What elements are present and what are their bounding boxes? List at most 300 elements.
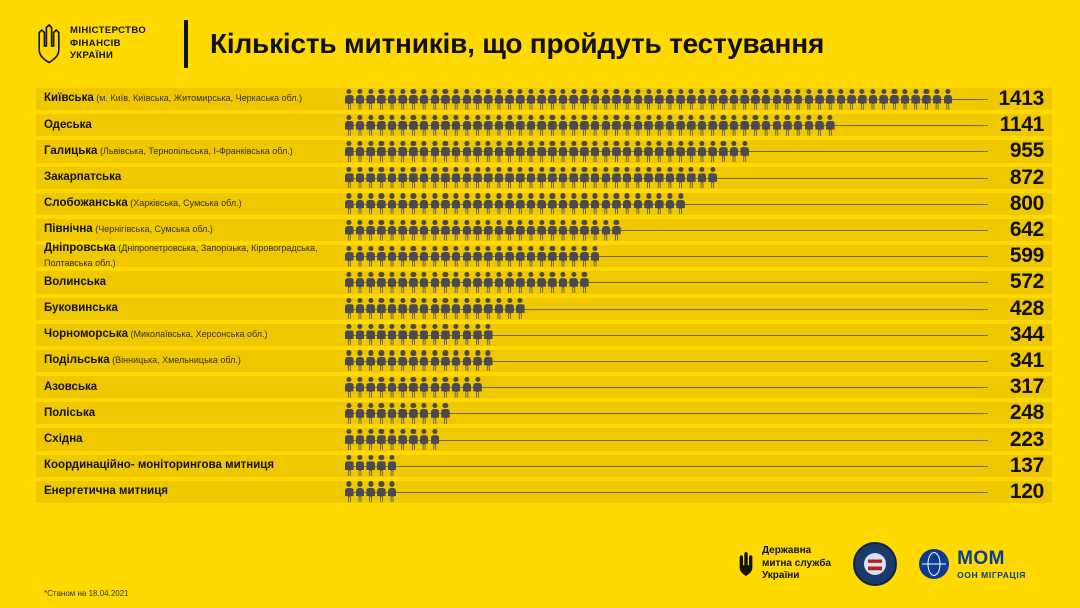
person-icon — [398, 246, 407, 267]
person-icon — [623, 89, 632, 110]
person-icon — [569, 89, 578, 110]
row-label — [0, 145, 345, 158]
chart-row — [0, 400, 1080, 426]
person-icon — [484, 115, 493, 136]
person-icon — [441, 324, 450, 345]
person-icon — [356, 115, 365, 136]
row-label-name: Київська — [44, 92, 94, 105]
row-value: 800 — [1009, 191, 1044, 215]
person-icon — [537, 193, 546, 214]
row-bar-area — [345, 269, 988, 295]
person-icon — [345, 481, 354, 502]
person-icon — [644, 89, 653, 110]
person-icon — [559, 141, 568, 162]
person-icon — [484, 324, 493, 345]
person-icon — [484, 350, 493, 371]
chart-row — [0, 138, 1080, 164]
row-value: 572 — [1009, 270, 1044, 294]
row-label-subtitle: (Чернігівська, Сумська обл.) — [92, 224, 213, 235]
chart-row — [0, 191, 1080, 217]
row-pictogram-icons — [345, 479, 398, 505]
person-icon — [398, 115, 407, 136]
customs-line-2: митна служба — [761, 557, 832, 569]
person-icon — [473, 272, 482, 293]
person-icon — [655, 141, 664, 162]
person-icon — [751, 115, 760, 136]
row-value: 120 — [1009, 479, 1044, 503]
person-icon — [463, 272, 472, 293]
person-icon — [366, 246, 375, 267]
person-icon — [516, 141, 525, 162]
person-icon — [463, 115, 472, 136]
row-label-subtitle: (м. Київ, Київська, Житомирська, Черкаська обл.) — [93, 93, 303, 104]
person-icon — [366, 193, 375, 214]
customs-line-1: Державна — [761, 545, 812, 557]
chart-row — [0, 322, 1080, 348]
person-icon — [345, 89, 354, 110]
person-icon — [420, 167, 429, 188]
person-icon — [431, 324, 440, 345]
row-label — [0, 407, 345, 420]
person-icon — [602, 167, 611, 188]
iom-subtitle: ООН МІГРАЦІЯ — [957, 569, 1026, 580]
person-icon — [655, 89, 664, 110]
row-label — [0, 381, 345, 394]
customs-service-name — [762, 545, 831, 583]
person-icon — [409, 246, 418, 267]
person-icon — [826, 89, 835, 110]
chart-row — [0, 426, 1080, 452]
chart-row — [0, 453, 1080, 479]
person-icon — [484, 298, 493, 319]
person-icon — [345, 403, 354, 424]
person-icon — [634, 167, 643, 188]
person-icon — [473, 350, 482, 371]
person-icon — [377, 115, 386, 136]
person-icon — [944, 89, 953, 110]
person-icon — [687, 115, 696, 136]
row-value: 955 — [1009, 139, 1044, 163]
person-icon — [409, 377, 418, 398]
person-icon — [708, 115, 717, 136]
person-icon — [484, 89, 493, 110]
person-icon — [463, 324, 472, 345]
row-label — [0, 119, 345, 132]
person-icon — [377, 377, 386, 398]
person-icon — [388, 350, 397, 371]
row-pictogram-icons — [345, 138, 751, 164]
person-icon — [420, 298, 429, 319]
person-icon — [580, 246, 589, 267]
person-icon — [719, 115, 728, 136]
person-icon — [366, 167, 375, 188]
person-icon — [345, 377, 354, 398]
person-icon — [345, 141, 354, 162]
person-icon — [548, 89, 557, 110]
row-bar-area — [345, 453, 988, 479]
person-icon — [473, 89, 482, 110]
row-label — [0, 328, 345, 341]
person-icon — [366, 403, 375, 424]
person-icon — [388, 298, 397, 319]
person-icon — [580, 272, 589, 293]
person-icon — [516, 298, 525, 319]
person-icon — [687, 89, 696, 110]
person-icon — [580, 89, 589, 110]
person-icon — [794, 115, 803, 136]
us-embassy-seal-icon — [853, 542, 897, 586]
person-icon — [463, 298, 472, 319]
person-icon — [356, 403, 365, 424]
person-icon — [409, 403, 418, 424]
person-icon — [516, 115, 525, 136]
person-icon — [602, 141, 611, 162]
row-pictogram-icons — [345, 427, 441, 453]
row-bar-area — [345, 322, 988, 348]
person-icon — [409, 89, 418, 110]
row-bar-area — [345, 348, 988, 374]
person-icon — [730, 89, 739, 110]
row-label-name: Волинська — [44, 275, 106, 288]
person-icon — [666, 193, 675, 214]
person-icon — [463, 377, 472, 398]
person-icon — [719, 141, 728, 162]
person-icon — [441, 167, 450, 188]
person-icon — [473, 324, 482, 345]
row-value: 341 — [1009, 348, 1044, 372]
row-value: 642 — [1009, 218, 1044, 242]
person-icon — [708, 89, 717, 110]
row-label — [0, 171, 345, 184]
person-icon — [420, 89, 429, 110]
person-icon — [602, 193, 611, 214]
person-icon — [495, 193, 504, 214]
row-label-name: Азовська — [44, 380, 98, 393]
row-pictogram-icons — [345, 191, 687, 217]
person-icon — [634, 193, 643, 214]
person-icon — [815, 115, 824, 136]
row-pictogram-icons — [345, 296, 527, 322]
person-icon — [431, 403, 440, 424]
person-icon — [398, 377, 407, 398]
person-icon — [388, 455, 397, 476]
person-icon — [858, 89, 867, 110]
person-icon — [377, 403, 386, 424]
person-icon — [441, 193, 450, 214]
footnote: *Станом на 18.04.2021 — [44, 589, 129, 598]
person-icon — [740, 115, 749, 136]
person-icon — [409, 115, 418, 136]
chart-row — [0, 165, 1080, 191]
person-icon — [516, 272, 525, 293]
row-pictogram-icons — [345, 453, 398, 479]
person-icon — [580, 115, 589, 136]
row-label — [0, 459, 345, 472]
person-icon — [398, 403, 407, 424]
person-icon — [366, 350, 375, 371]
person-icon — [495, 246, 504, 267]
row-baseline — [345, 440, 988, 441]
header-divider — [184, 20, 188, 68]
row-value: 599 — [1009, 244, 1044, 268]
person-icon — [398, 141, 407, 162]
row-bar-area — [345, 165, 988, 191]
person-icon — [548, 193, 557, 214]
row-value: 1141 — [999, 113, 1044, 137]
person-icon — [495, 298, 504, 319]
row-bar-area — [345, 86, 988, 112]
person-icon — [708, 167, 717, 188]
person-icon — [569, 246, 578, 267]
person-icon — [495, 167, 504, 188]
person-icon — [527, 167, 536, 188]
row-label-subtitle: (Вінницька, Хмельницька обл.) — [109, 355, 241, 366]
page-title: Кількість митників, що пройдуть тестування — [210, 28, 825, 59]
person-icon — [655, 167, 664, 188]
person-icon — [527, 246, 536, 267]
row-label — [0, 197, 345, 210]
person-icon — [505, 89, 514, 110]
person-icon — [901, 89, 910, 110]
person-icon — [569, 167, 578, 188]
trident-icon — [36, 24, 62, 64]
row-value: 223 — [1009, 427, 1044, 451]
person-icon — [366, 89, 375, 110]
person-icon — [847, 89, 856, 110]
person-icon — [473, 141, 482, 162]
person-icon — [377, 350, 386, 371]
person-icon — [537, 141, 546, 162]
person-icon — [356, 167, 365, 188]
person-icon — [484, 272, 493, 293]
chart-row — [0, 348, 1080, 374]
person-icon — [356, 455, 365, 476]
person-icon — [527, 115, 536, 136]
person-icon — [537, 272, 546, 293]
person-icon — [762, 89, 771, 110]
person-icon — [869, 89, 878, 110]
row-label-subtitle: (Дніпропетровська, Запорізька, Кіровоградська, Полтавська обл.) — [44, 243, 318, 268]
person-icon — [516, 193, 525, 214]
person-icon — [612, 141, 621, 162]
person-icon — [537, 246, 546, 267]
person-icon — [527, 193, 536, 214]
row-value: 248 — [1009, 401, 1044, 425]
person-icon — [377, 193, 386, 214]
person-icon — [473, 193, 482, 214]
person-icon — [676, 167, 685, 188]
person-icon — [580, 193, 589, 214]
iom-title: MOM — [957, 547, 1005, 569]
person-icon — [409, 429, 418, 450]
person-icon — [505, 167, 514, 188]
person-icon — [345, 167, 354, 188]
person-icon — [366, 377, 375, 398]
person-icon — [473, 298, 482, 319]
person-icon — [409, 350, 418, 371]
person-icon — [377, 429, 386, 450]
row-label — [0, 241, 345, 270]
person-icon — [452, 298, 461, 319]
row-label-name: Буковинська — [44, 301, 118, 314]
person-icon — [559, 272, 568, 293]
person-icon — [495, 272, 504, 293]
person-icon — [580, 220, 589, 241]
person-icon — [431, 220, 440, 241]
ministry-logo — [36, 24, 176, 64]
person-icon — [698, 115, 707, 136]
row-pictogram-icons — [345, 374, 484, 400]
person-icon — [377, 481, 386, 502]
person-icon — [773, 115, 782, 136]
person-icon — [516, 89, 525, 110]
person-icon — [495, 220, 504, 241]
person-icon — [356, 298, 365, 319]
person-icon — [495, 89, 504, 110]
person-icon — [837, 89, 846, 110]
ministry-line-3: УКРАЇНИ — [70, 50, 114, 62]
person-icon — [431, 246, 440, 267]
person-icon — [623, 115, 632, 136]
person-icon — [612, 220, 621, 241]
person-icon — [740, 89, 749, 110]
person-icon — [591, 89, 600, 110]
person-icon — [537, 167, 546, 188]
person-icon — [377, 272, 386, 293]
person-icon — [762, 115, 771, 136]
row-label-name: Галицька — [44, 144, 98, 157]
person-icon — [356, 141, 365, 162]
person-icon — [698, 141, 707, 162]
person-icon — [473, 167, 482, 188]
person-icon — [783, 89, 792, 110]
person-icon — [356, 89, 365, 110]
person-icon — [356, 272, 365, 293]
person-icon — [377, 324, 386, 345]
person-icon — [473, 115, 482, 136]
person-icon — [345, 455, 354, 476]
person-icon — [452, 220, 461, 241]
person-icon — [409, 272, 418, 293]
row-baseline — [345, 492, 988, 493]
person-icon — [356, 246, 365, 267]
person-icon — [537, 220, 546, 241]
person-icon — [559, 167, 568, 188]
row-bar-area — [345, 191, 988, 217]
person-icon — [473, 220, 482, 241]
person-icon — [356, 350, 365, 371]
person-icon — [730, 115, 739, 136]
row-pictogram-icons — [345, 243, 602, 269]
person-icon — [623, 167, 632, 188]
row-label-name: Дніпровська — [44, 242, 116, 255]
person-icon — [826, 115, 835, 136]
ministry-line-2: ФІНАНСІВ — [70, 37, 121, 49]
person-icon — [516, 246, 525, 267]
person-icon — [345, 220, 354, 241]
person-icon — [398, 193, 407, 214]
person-icon — [612, 167, 621, 188]
person-icon — [794, 89, 803, 110]
person-icon — [473, 246, 482, 267]
person-icon — [687, 167, 696, 188]
person-icon — [548, 167, 557, 188]
person-icon — [452, 193, 461, 214]
person-icon — [698, 167, 707, 188]
person-icon — [666, 167, 675, 188]
person-icon — [388, 220, 397, 241]
person-icon — [463, 246, 472, 267]
person-icon — [377, 298, 386, 319]
person-icon — [452, 141, 461, 162]
person-icon — [527, 272, 536, 293]
person-icon — [805, 89, 814, 110]
person-icon — [377, 220, 386, 241]
row-pictogram-icons — [345, 86, 954, 112]
person-icon — [548, 272, 557, 293]
person-icon — [463, 350, 472, 371]
person-icon — [548, 141, 557, 162]
row-value: 872 — [1009, 165, 1044, 189]
person-icon — [441, 220, 450, 241]
person-icon — [398, 350, 407, 371]
person-icon — [366, 141, 375, 162]
person-icon — [398, 220, 407, 241]
person-icon — [676, 89, 685, 110]
row-label-name: Координаційно- моніторингова митниця — [44, 459, 275, 472]
person-icon — [676, 115, 685, 136]
person-icon — [655, 115, 664, 136]
row-label-name: Одеська — [44, 118, 92, 131]
customs-line-3: України — [761, 570, 800, 582]
person-icon — [505, 115, 514, 136]
person-icon — [634, 141, 643, 162]
person-icon — [548, 115, 557, 136]
person-icon — [388, 377, 397, 398]
person-icon — [569, 220, 578, 241]
person-icon — [922, 89, 931, 110]
person-icon — [516, 220, 525, 241]
person-icon — [484, 167, 493, 188]
person-icon — [345, 298, 354, 319]
person-icon — [409, 167, 418, 188]
person-icon — [580, 167, 589, 188]
person-icon — [420, 429, 429, 450]
person-icon — [815, 89, 824, 110]
row-pictogram-icons — [345, 269, 591, 295]
person-icon — [655, 193, 664, 214]
row-value: 317 — [1009, 375, 1044, 399]
person-icon — [559, 220, 568, 241]
row-pictogram-icons — [345, 322, 495, 348]
person-icon — [602, 220, 611, 241]
person-icon — [602, 89, 611, 110]
person-icon — [591, 115, 600, 136]
person-icon — [431, 167, 440, 188]
page-header — [0, 0, 1080, 70]
row-label — [0, 485, 345, 498]
person-icon — [431, 298, 440, 319]
chart-row — [0, 217, 1080, 243]
person-icon — [388, 115, 397, 136]
person-icon — [388, 246, 397, 267]
row-value: 428 — [1009, 296, 1044, 320]
person-icon — [505, 193, 514, 214]
row-label-subtitle: (Харківська, Сумська обл.) — [127, 198, 242, 209]
person-icon — [377, 89, 386, 110]
person-icon — [548, 246, 557, 267]
person-icon — [431, 272, 440, 293]
